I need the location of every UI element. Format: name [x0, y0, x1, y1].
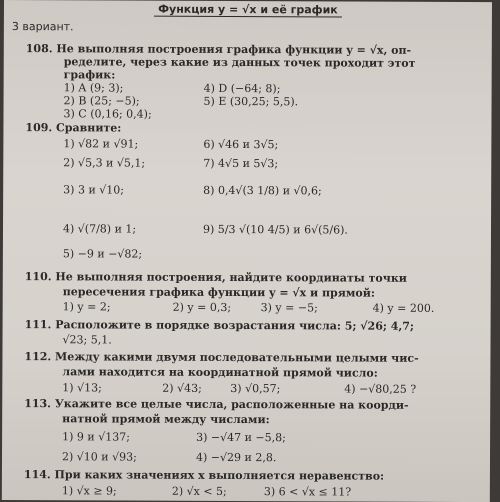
task-108-line-3: график:	[63, 68, 116, 82]
task-112-option-4: 4) −√80,25 ?	[344, 382, 417, 396]
task-114-title: 114. При каких значениях x выполняется неравенство:	[23, 468, 385, 483]
task-112-line-2: лами находится на координатной прямой число:	[62, 365, 378, 380]
task-108-option-5: 5) E (30,25; 5,5).	[203, 94, 299, 109]
task-110-line-2: пересечения графика функции y = √x и прямой:	[62, 285, 376, 300]
task-113-line-1: 113. Укажите все целые числа, расположенные на коорди-	[24, 397, 409, 412]
task-110-option-4: 4) y = 200.	[372, 301, 435, 315]
task-113-option-2: 2) √10 и √93;	[61, 450, 137, 464]
variant-label: 3 вариант.	[11, 20, 74, 34]
textbook-page	[2, 0, 492, 502]
task-108-option-1: 1) A (9; 3);	[63, 81, 124, 95]
task-110-line-1: 110. Не выполняя построения, найдите координаты точки	[24, 270, 407, 285]
task-113-option-1: 1) 9 и √137;	[62, 430, 130, 444]
task-112-option-2: 2) √43;	[162, 381, 202, 395]
task-108-option-2: 2) B (25; −5);	[63, 94, 140, 108]
task-108-option-3: 3) C (0,16; 0,4);	[63, 107, 152, 121]
task-108-option-4: 4) D (−64; 8);	[203, 81, 281, 96]
task-112-line-1: 112. Между какими двумя последовательными целыми чис-	[24, 350, 419, 365]
task-109-item-4: 4) √(7/8) и 1;	[62, 222, 137, 236]
task-114-option-2: 2) √x < 5;	[171, 484, 227, 498]
task-111-line-2: √23; 5,1.	[62, 333, 112, 347]
task-110-option-2: 2) y = 0,3;	[172, 300, 232, 314]
task-114-option-3: 3) 6 < √x ≤ 11?	[263, 485, 352, 499]
task-109-item-8: 8) 0,4√(3 1/8) и √0,6;	[203, 183, 322, 198]
task-109-item-7: 7) 4√5 и 5√3;	[203, 156, 279, 171]
task-109-item-2: 2) √5,3 и √5,1;	[63, 156, 146, 170]
task-108-line-2: ределите, через какие из данных точек проходит этот	[63, 55, 416, 70]
task-112-option-1: 1) √13;	[62, 381, 102, 395]
task-109-item-6: 6) √46 и 3√5;	[203, 137, 279, 152]
task-112-option-3: 3) √0,57;	[230, 381, 281, 396]
task-113-line-2: натной прямой между числами:	[62, 412, 270, 427]
task-109-item-9: 9) 5/3 √(10 4/5) и 6√(5/6).	[202, 222, 348, 237]
task-109-item-5: 5) −9 и −√82;	[62, 247, 143, 261]
task-109-item-3: 3) 3 и √10;	[63, 183, 125, 197]
task-108-line-1: 108. Не выполняя построения графика функции y = √x, оп-	[25, 42, 412, 57]
task-109-title: 109. Сравните:	[25, 121, 122, 135]
task-113-option-3: 3) −√47 и −5,8;	[196, 430, 286, 445]
task-113-option-4: 4) −√29 и 2,8.	[195, 450, 277, 465]
task-111-line-1: 111. Расположите в порядке возрастания числа: 5; √26; 4,7;	[24, 318, 414, 333]
task-110-option-3: 3) y = −5;	[260, 301, 318, 315]
page-header: Функция y = √x и её график	[4, 2, 492, 17]
task-109-item-1: 1) √82 и √91;	[63, 137, 139, 151]
task-114-option-1: 1) √x ≥ 9;	[61, 484, 117, 498]
task-110-option-1: 1) y = 2;	[62, 300, 111, 314]
